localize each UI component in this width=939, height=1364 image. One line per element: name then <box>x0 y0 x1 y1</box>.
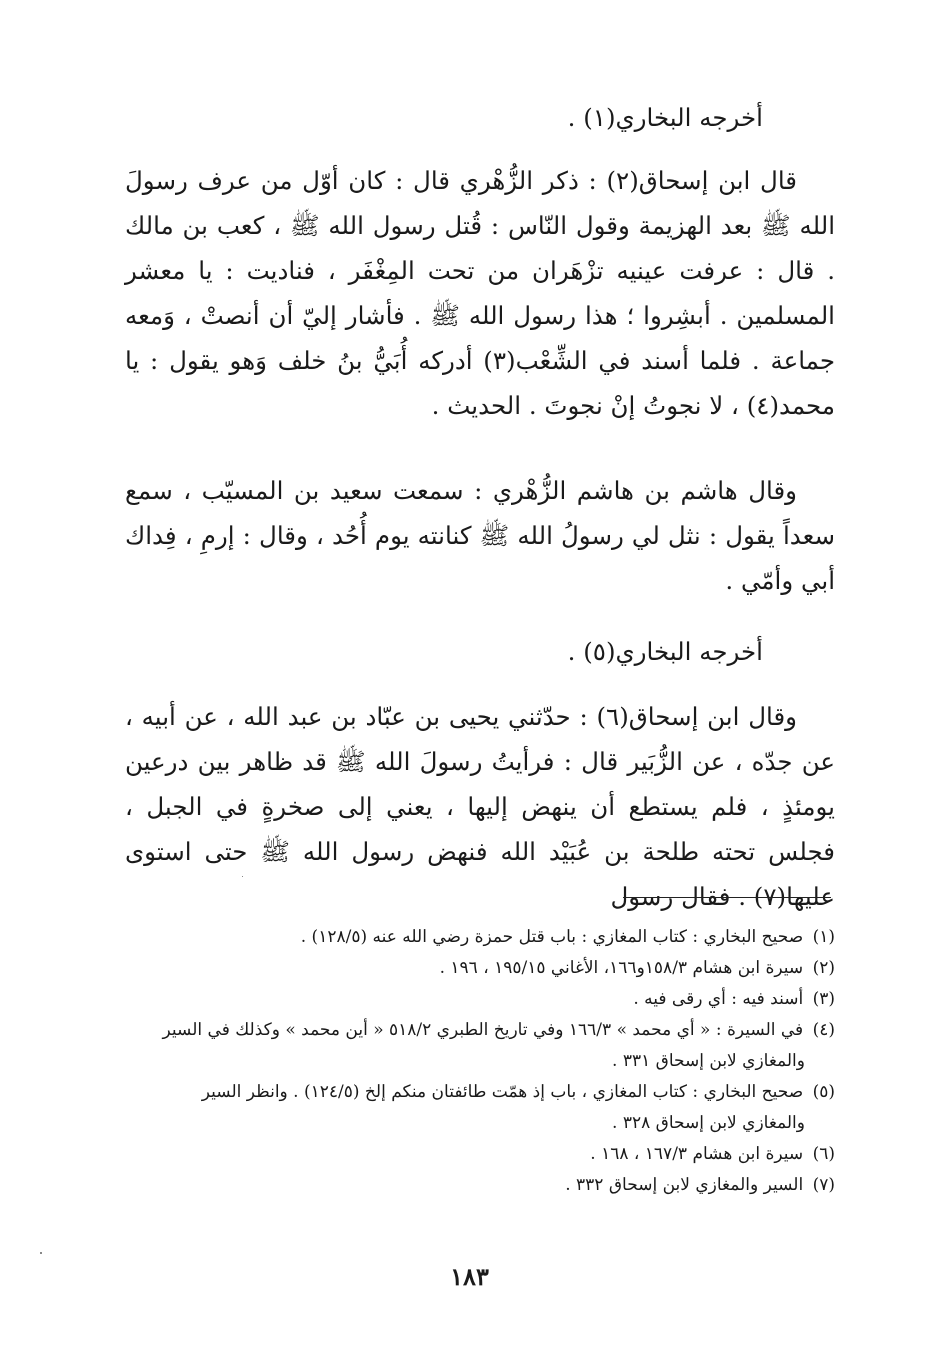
footnote-text: سيرة ابن هشام ١٥٨/٣و١٦٦، الأغاني ١٩٥/١٥ ، ١٩٦ . <box>439 958 804 978</box>
page-number: ١٨٣ <box>450 1262 489 1291</box>
paragraph-hashim <box>125 468 835 603</box>
paragraph-zuhri <box>125 158 835 428</box>
reference-text: أخرجه البخاري(١) . <box>567 103 763 132</box>
paragraph-zubayr <box>125 694 835 919</box>
footnote-item <box>125 922 835 953</box>
footnote-item <box>125 1077 835 1139</box>
footnote-number: (٦) <box>812 1144 835 1164</box>
scan-speck <box>242 876 243 877</box>
footnote-number: (٧) <box>812 1175 835 1195</box>
scan-speck <box>40 1252 42 1254</box>
footnote-text: صحيح البخاري : كتاب المغازي : باب قتل حمزة رضي الله عنه (١٢٨/٥) . <box>300 927 804 947</box>
reference-text: أخرجه البخاري(٥) . <box>567 637 763 666</box>
paragraph-text: وقال ابن إسحاق(٦) : حدّثني يحيى بن عبّاد بن عبد الله ، عن أبيه ، عن جدّه ، عن الزُّبَير قال : فرأيتُ رسولَ الله ﷺ قد ظاهر بين درعين يومئذٍ ، فلم يستطع أن ينهض إليها ، يعني إلى صخرةٍ في الجبل ، فجلس تحته طلحة بن عُبَيْد الله فنهض رسول الله ﷺ حتى استوى عليها(٧) . فقال رسول <box>125 702 835 911</box>
footnotes <box>125 922 835 1201</box>
reference-line-bukhari-1 <box>568 98 763 138</box>
footnote-continuation: والمغازي لابن إسحاق ٣٣١ . <box>612 1051 805 1071</box>
footnote-text: في السيرة : « أي محمد » ١٦٦/٣ وفي تاريخ الطبري ٥١٨/٢ « أين محمد » وكذلك في السير <box>162 1020 804 1040</box>
footnote-text: سيرة ابن هشام ١٦٧/٣ ، ١٦٨ . <box>590 1144 804 1164</box>
footnote-number: (٤) <box>812 1020 835 1040</box>
paragraph-text: وقال هاشم بن هاشم الزُّهْري : سمعت سعيد بن المسيّب ، سمع سعداً يقول : نثل لي رسولُ الله ﷺ كنانته يوم أُحُد ، وقال : إرمِ ، فِداك أبي وأمّي . <box>125 476 835 595</box>
footnote-item <box>125 1015 835 1077</box>
footnote-item <box>125 1139 835 1170</box>
footnote-continuation: والمغازي لابن إسحاق ٣٢٨ . <box>612 1113 805 1133</box>
reference-line-bukhari-5 <box>568 632 763 672</box>
footnote-text: صحيح البخاري : كتاب المغازي ، باب إذ همّت طائفتان منكم إلخ (١٢٤/٥) . وانظر السير <box>201 1082 804 1102</box>
footnote-number: (٢) <box>812 958 835 978</box>
footnote-text: السير والمغازي لابن إسحاق ٣٣٢ . <box>565 1175 804 1195</box>
footnote-number: (١) <box>812 927 835 947</box>
footnote-number: (٣) <box>812 989 835 1009</box>
footnote-item <box>125 984 835 1015</box>
footnote-separator <box>623 897 831 898</box>
footnote-number: (٥) <box>812 1082 835 1102</box>
paragraph-text: قال ابن إسحاق(٢) : ذكر الزُّهْري قال : كان أوّل من عرف رسولَ الله ﷺ بعد الهزيمة وقول النّاس : قُتل رسول الله ﷺ ، كعب بن مالك . قال : عرفت عينيه تزْهَران من تحت المِغْفَر ، فناديت : يا معشر المسلمين . أبشِروا ؛ هذا رسول الله ﷺ . فأشار إليّ أن أنصتْ ، وَمعه جماعة . فلما أسند في الشِّعْب(٣) أدركه أُبَيُّ بنُ خلف وَهو يقول : يا محمد(٤) ، لا نجوتُ إنْ نجوتَ . الحديث . <box>125 166 835 420</box>
footnote-item <box>125 953 835 984</box>
footnote-text: أسند فيه : أي رقى فيه . <box>633 989 804 1009</box>
footnote-item <box>125 1170 835 1201</box>
